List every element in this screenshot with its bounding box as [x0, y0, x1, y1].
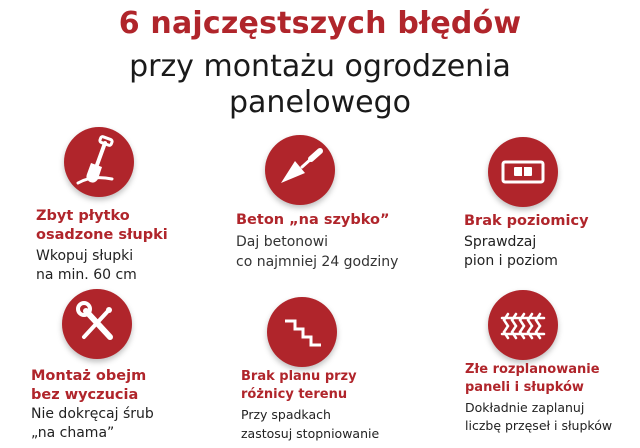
tip-description-3b: pion i poziom: [464, 253, 558, 269]
tip-heading-2: Beton „na szybko”: [236, 212, 390, 228]
title-line-2: przy montażu ogrodzenia: [129, 49, 511, 84]
trowel-icon: [265, 135, 335, 205]
tip-heading-6b: paneli i słupków: [465, 380, 584, 395]
tip-description-2a: Daj betonowi: [236, 234, 329, 250]
stairs-icon: [267, 297, 337, 367]
tip-description-5a: Przy spadkach: [241, 407, 331, 422]
fence-panel-icon: [488, 290, 558, 360]
tip-description-4b: „na chama”: [31, 425, 115, 441]
tip-heading-4b: bez wyczucia: [31, 387, 139, 403]
spirit-level-icon: [488, 137, 558, 207]
tip-heading-5b: różnicy terenu: [241, 387, 348, 402]
tip-description-2b: co najmniej 24 godziny: [236, 254, 399, 270]
tip-heading-6a: Złe rozplanowanie: [465, 362, 600, 377]
tip-heading-3: Brak poziomicy: [464, 213, 589, 229]
title-line-1: 6 najczęstszych błędów: [118, 6, 522, 41]
tip-description-1a: Wkopuj słupki: [36, 248, 134, 264]
tip-description-6b: liczbę przęseł i słupków: [465, 418, 613, 433]
tip-description-6a: Dokładnie zaplanuj: [465, 400, 585, 415]
wrench-cross-icon: [62, 289, 132, 359]
tip-description-4a: Nie dokręcaj śrub: [31, 406, 154, 422]
tip-description-3a: Sprawdzaj: [464, 234, 537, 250]
tip-heading-1a: Zbyt płytko: [36, 208, 130, 224]
tip-heading-5a: Brak planu przy: [241, 369, 357, 384]
title-line-3: panelowego: [229, 85, 411, 120]
shovel-icon: [64, 127, 134, 197]
tip-description-1b: na min. 60 cm: [36, 267, 137, 283]
tip-description-5b: zastosuj stopniowanie: [241, 426, 380, 441]
tip-heading-1b: osadzone słupki: [36, 227, 168, 243]
tip-heading-4a: Montaż obejm: [31, 368, 147, 384]
